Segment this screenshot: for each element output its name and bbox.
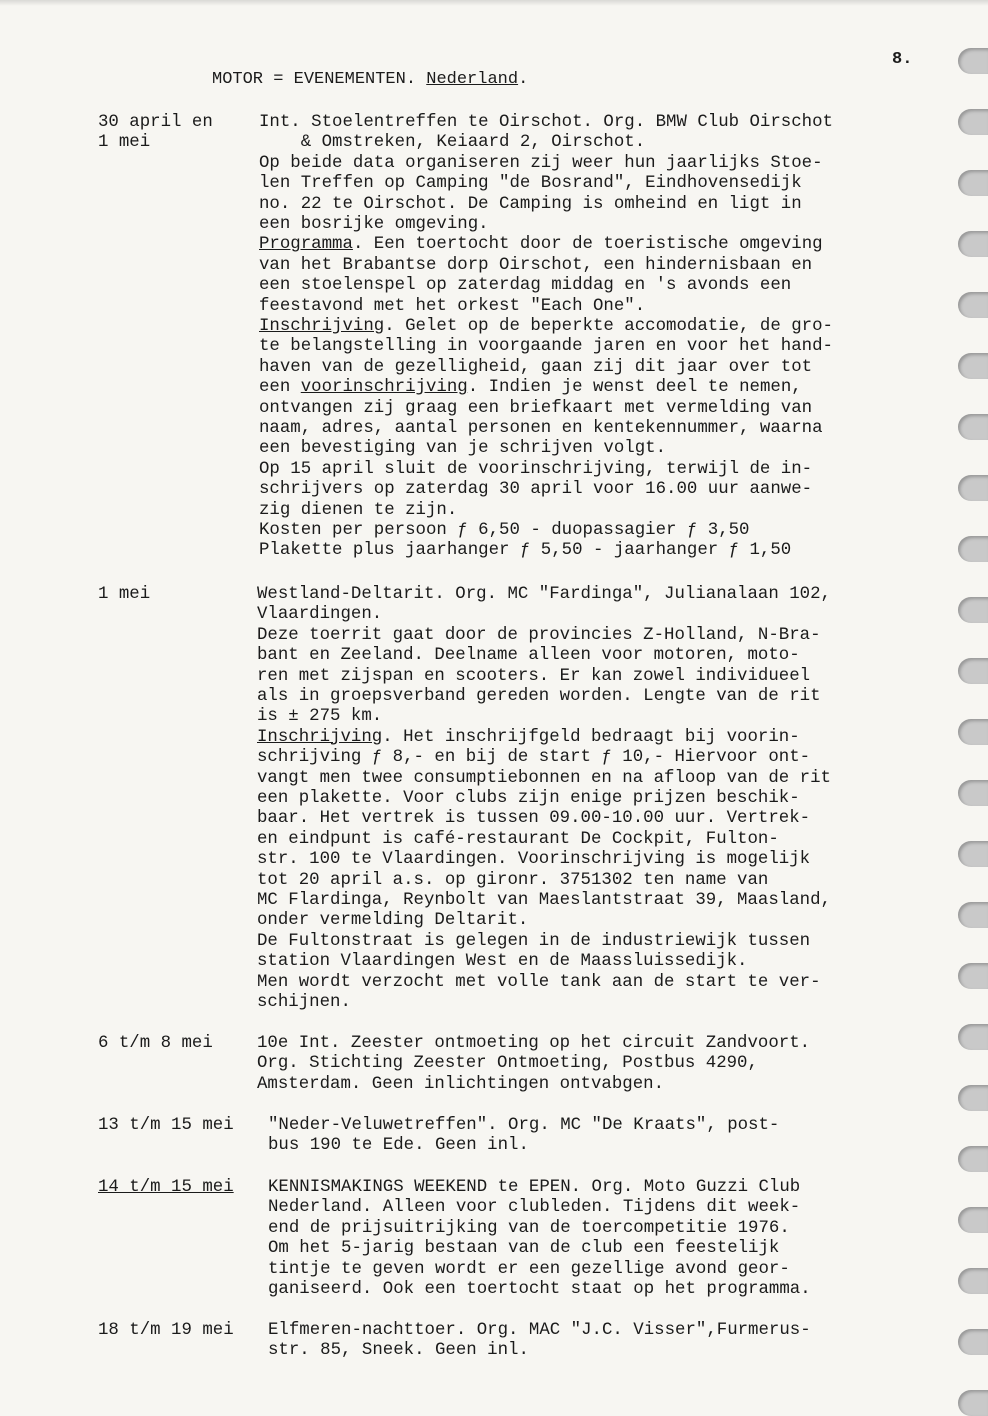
event-date: 14 t/m 15 mei [98,1178,234,1197]
heading-prefix: MOTOR = EVENEMENTEN. [212,70,427,89]
event-date: 1 mei [98,585,151,604]
event-text-line: station Vlaardingen West en de Maassluissedijk. [257,952,748,972]
event-text-line: van het Brabantse dorp Oirschot, een hindernisbaan en [259,255,813,275]
event-text-line: schijnen. [257,993,351,1012]
event-text-line: & Omstreken, Keiaard 2, Oirschot. [259,133,646,153]
event-text-line: end de prijsuitrijking van de toercompetitie 1976. [268,1218,790,1238]
event-text-line: Nederland. Alleen voor clubleden. Tijdens dit week- [268,1198,801,1218]
event-title-line: Elfmeren-nachttoer. Org. MAC "J.C. Visser",Furmerus- [268,1321,811,1340]
event-text-line: naam, adres, aantal personen en kentekennummer, waarna [259,419,823,438]
event-text-line: is ± 275 km. [257,707,383,727]
binder-hole [958,353,988,379]
binder-hole [958,658,988,684]
event-text-line: Op 15 april sluit de voorinschrijving, terwijl de in- [259,459,813,479]
event-text-line: Amsterdam. Geen inlichtingen ontvabgen. [257,1074,665,1094]
event-text-line: Programma. Een toertocht door de toeristische omgeving [259,235,823,255]
binder-holes [958,0,988,1403]
event-text-line: een plakette. Voor clubs zijn enige prijzen beschik- [257,789,800,808]
binder-hole [958,109,988,135]
binder-hole [958,414,988,440]
event-text-line: haven van de gezelligheid, gaan zij dit jaar over tot [259,357,813,377]
event-text-line: Op beide data organiseren zij weer hun jaarlijks Stoe- [259,153,823,173]
event-date: 6 t/m 8 mei [98,1034,213,1053]
event-title-line: Westland-Deltarit. Org. MC "Fardinga", Julianalaan 102, [257,585,831,604]
event-text-line: Kosten per persoon ƒ 6,50 - duopassagier ƒ 3,50 [259,521,750,540]
event-text-line: Om het 5-jarig bestaan van de club een feestelijk [268,1239,780,1259]
binder-hole [958,597,988,623]
event-date: 1 mei [98,133,151,153]
binder-hole [958,1268,988,1294]
event-text-line: een bosrijke omgeving. [259,215,489,234]
event-text-line: feestavond met het orkest "Each One". [259,296,646,316]
binder-hole [958,902,988,928]
event-date: 30 april en [98,113,213,132]
event-text-line: bant en Zeeland. Deelname alleen voor motoren, moto- [257,646,800,666]
event-text-line: vangt men twee consumptiebonnen en na afloop van de rit [257,768,831,788]
event-text-line: len Treffen op Camping "de Bosrand", Eindhovensedijk [259,174,802,194]
event-text-line: Inschrijving. Gelet op de beperkte accomodatie, de gro- [259,317,833,336]
event-text-line: een voorinschrijving. Indien je wenst deel te nemen, [259,378,802,398]
event-text-line: als in groepsverband gereden worden. Lengte van de rit [257,687,821,706]
event-text-line: te belangstelling in voorgaande jaren en voor het hand- [259,337,833,357]
event-text-line: ganiseerd. Ook een toertocht staat op het programma. [268,1280,811,1299]
event-text-line: baar. Het vertrek is tussen 09.00-10.00 uur. Vertrek- [257,809,811,829]
binder-hole [958,963,988,989]
binder-hole [958,292,988,318]
event-text-line: en eindpunt is café-restaurant De Cockpit, Fulton- [257,829,779,849]
binder-hole [958,1329,988,1355]
binder-hole [958,1207,988,1233]
event-text-line: onder vermelding Deltarit. [257,911,529,931]
binder-hole [958,1024,988,1050]
binder-hole [958,536,988,562]
event-date: 13 t/m 15 mei [98,1116,234,1135]
binder-hole [958,780,988,806]
event-title-line: KENNISMAKINGS WEEKEND te EPEN. Org. Moto Guzzi Club [268,1178,801,1197]
page-top-edge [0,0,988,6]
event-title-line: 10e Int. Zeester ontmoeting op het circuit Zandvoort. [257,1034,811,1053]
event-text-line: str. 85, Sneek. Geen inl. [268,1341,529,1361]
binder-hole [958,48,988,74]
event-text-line: tot 20 april a.s. op gironr. 3751302 ten name van [257,870,769,890]
event-text-line: schrijvers op zaterdag 30 april voor 16.00 uur aanwe- [259,480,813,500]
page-number: 8. [892,50,913,69]
event-text-line: ren met zijspan en scooters. Er kan zowel individueel [257,666,811,686]
event-text-line: De Fultonstraat is gelegen in de industriewijk tussen [257,931,811,951]
event-text-line: Vlaardingen. [257,605,383,625]
event-text-line: Plakette plus jaarhanger ƒ 5,50 - jaarhanger ƒ 1,50 [259,541,792,561]
event-text-line: zig dienen te zijn. [259,500,458,520]
event-text-line: Org. Stichting Zeester Ontmoeting, Postbus 4290, [257,1054,758,1074]
event-text-line: Deze toerrit gaat door de provincies Z-Holland, N-Bra- [257,625,821,645]
heading-suffix: . [518,70,529,89]
event-title-line: "Neder-Veluwetreffen". Org. MC "De Kraats", post- [268,1116,780,1135]
binder-hole [958,841,988,867]
event-text-line: tintje te geven wordt er een gezellige avond geor- [268,1259,790,1279]
event-text-line: str. 100 te Vlaardingen. Voorinschrijving is mogelijk [257,850,811,870]
event-text-line: bus 190 te Ede. Geen inl. [268,1136,529,1156]
event-text-line: ontvangen zij graag een briefkaart met vermelding van [259,398,813,418]
event-text-line: no. 22 te Oirschot. De Camping is omheind en ligt in [259,194,802,214]
event-text-line: Inschrijving. Het inschrijfgeld bedraagt bij voorin- [257,727,800,747]
event-date: 18 t/m 19 mei [98,1321,234,1340]
binder-hole [958,1390,988,1416]
heading-country: Nederland [426,70,519,89]
event-text-line: een stoelenspel op zaterdag middag en 's avonds een [259,276,792,296]
event-text-line: een bevestiging van je schrijven volgt. [259,439,667,459]
binder-hole [958,1085,988,1111]
event-text-line: Men wordt verzocht met volle tank aan de start te ver- [257,972,821,992]
binder-hole [958,1146,988,1172]
binder-hole [958,719,988,745]
event-text-line: MC Flardinga, Reynbolt van Maeslantstraat 39, Maasland, [257,891,831,910]
binder-hole [958,475,988,501]
binder-hole [958,231,988,257]
binder-hole [958,170,988,196]
event-text-line: schrijving ƒ 8,- en bij de start ƒ 10,- Hiervoor ont- [257,748,811,768]
event-title-line: Int. Stoelentreffen te Oirschot. Org. BMW Club Oirschot [259,113,833,132]
page-heading [212,70,528,90]
